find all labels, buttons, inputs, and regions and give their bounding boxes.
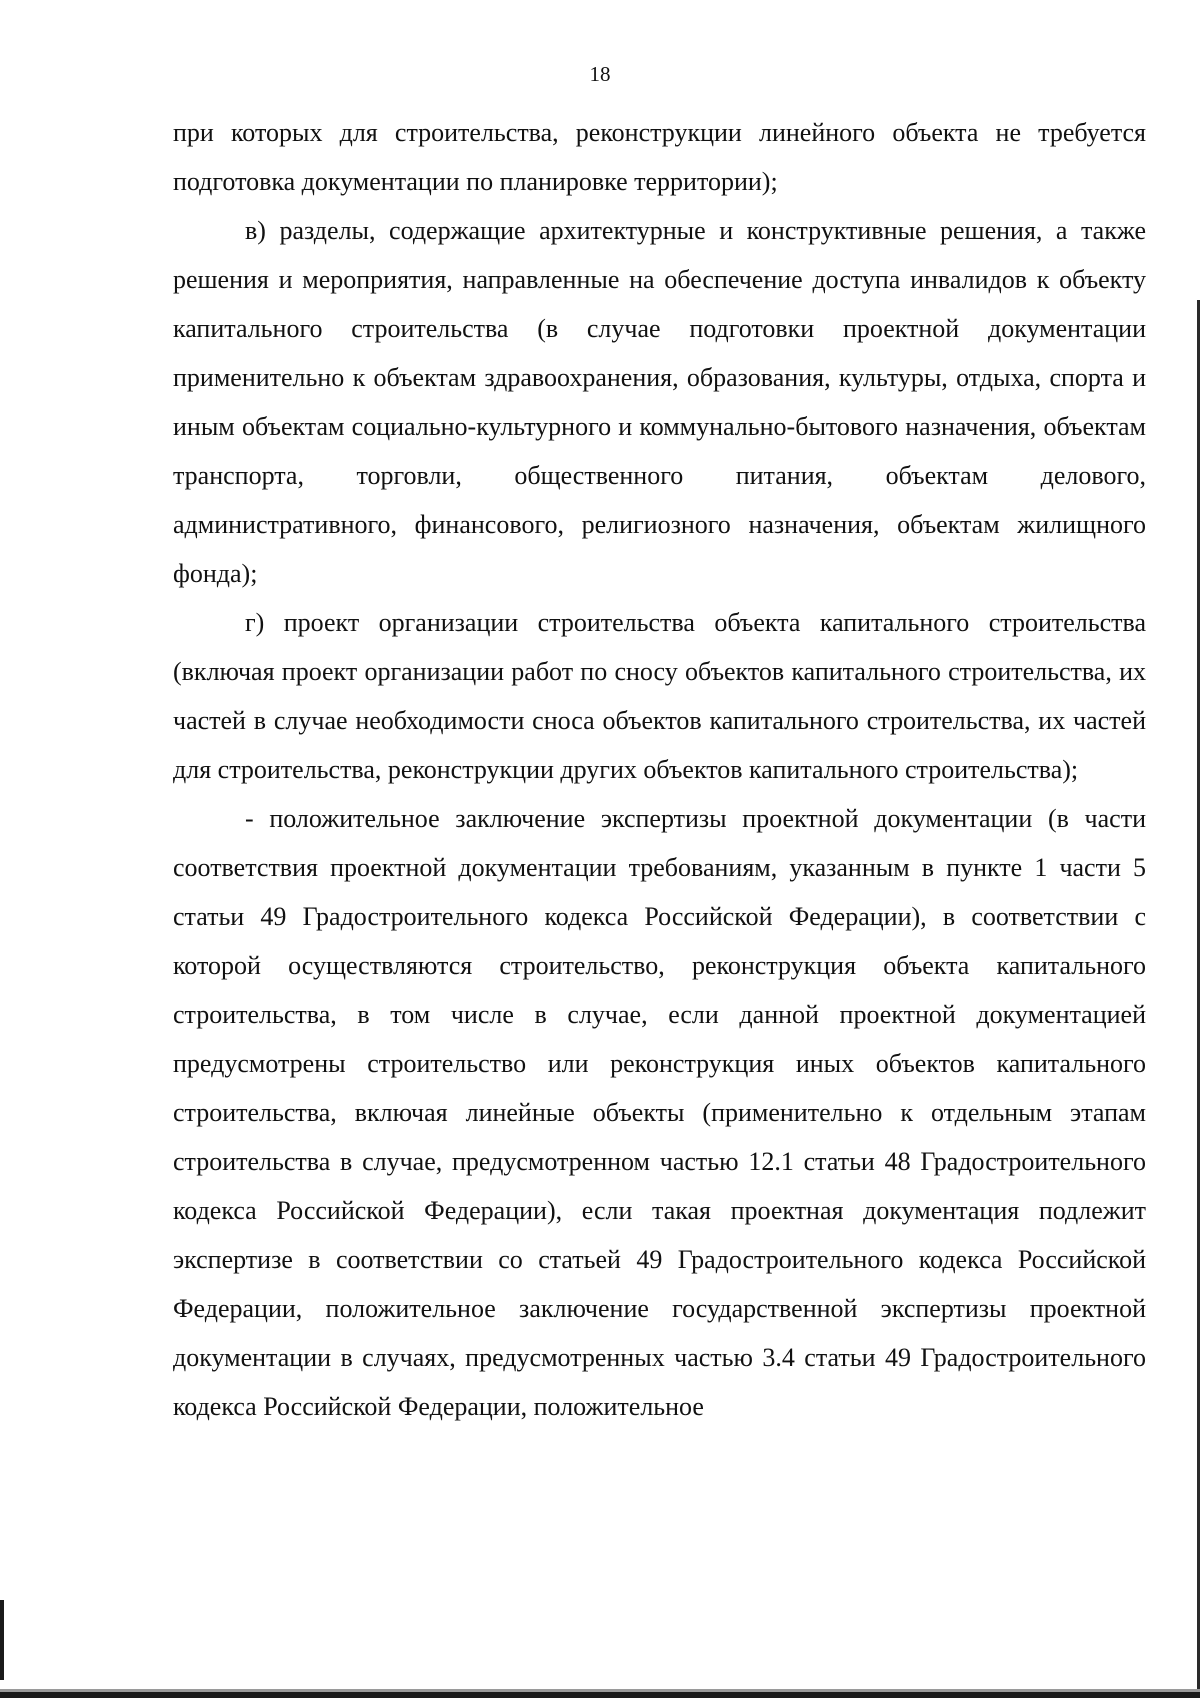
scan-edge-left	[0, 1600, 4, 1680]
paragraph-expertise: - положительное заключение экспертизы проектной документации (в части соответствия проектной документации требованиям, указанным в пункте 1 части 5 статьи 49 Градостроительного кодекса Российской Федерации), в соответствии с которой осуществляются строительство, реконструкция объекта капитального строительства, в том числе в случае, если данной проектной документацией предусмотрены строительство или реконструкция иных объектов капитального строительства, включая линейные объекты (применительно к отдельным этапам строительства в случае, предусмотренном частью 12.1 статьи 48 Градостроительного кодекса Российской Федерации), если такая проектная документация подлежит экспертизе в соответствии со статьей 49 Градостроительного кодекса Российской Федерации, положительное заключение государственной экспертизы проектной документации в случаях, предусмотренных частью 3.4 статьи 49 Градостроительного кодекса Российской Федерации, положительное	[173, 804, 1146, 1421]
page-number: 18	[589, 62, 611, 86]
paragraph-item-g: г) проект организации строительства объекта капитального строительства (включая проект организации работ по сносу объектов капитального строительства, их частей в случае необходимости сноса объектов капитального строительства, их частей для строительства, реконструкции других объектов капитального строительства);	[173, 608, 1146, 784]
body-text	[173, 108, 1146, 1431]
paragraph-item-v: в) разделы, содержащие архитектурные и конструктивные решения, а также решения и мероприятия, направленные на обеспечение доступа инвалидов к объекту капитального строительства (в случае подготовки проектной документации применительно к объектам здравоохранения, образования, культуры, отдыха, спорта и иным объектам социально-культурного и коммунально-бытового назначения, объектам транспорта, торговли, общественного питания, объектам делового, административного, финансового, религиозного назначения, объектам жилищного фонда);	[173, 216, 1146, 588]
paragraph-continuation: при которых для строительства, реконструкции линейного объекта не требуется подготовка документации по планировке территории);	[173, 118, 1146, 196]
scan-edge-bottom	[0, 1692, 1200, 1698]
